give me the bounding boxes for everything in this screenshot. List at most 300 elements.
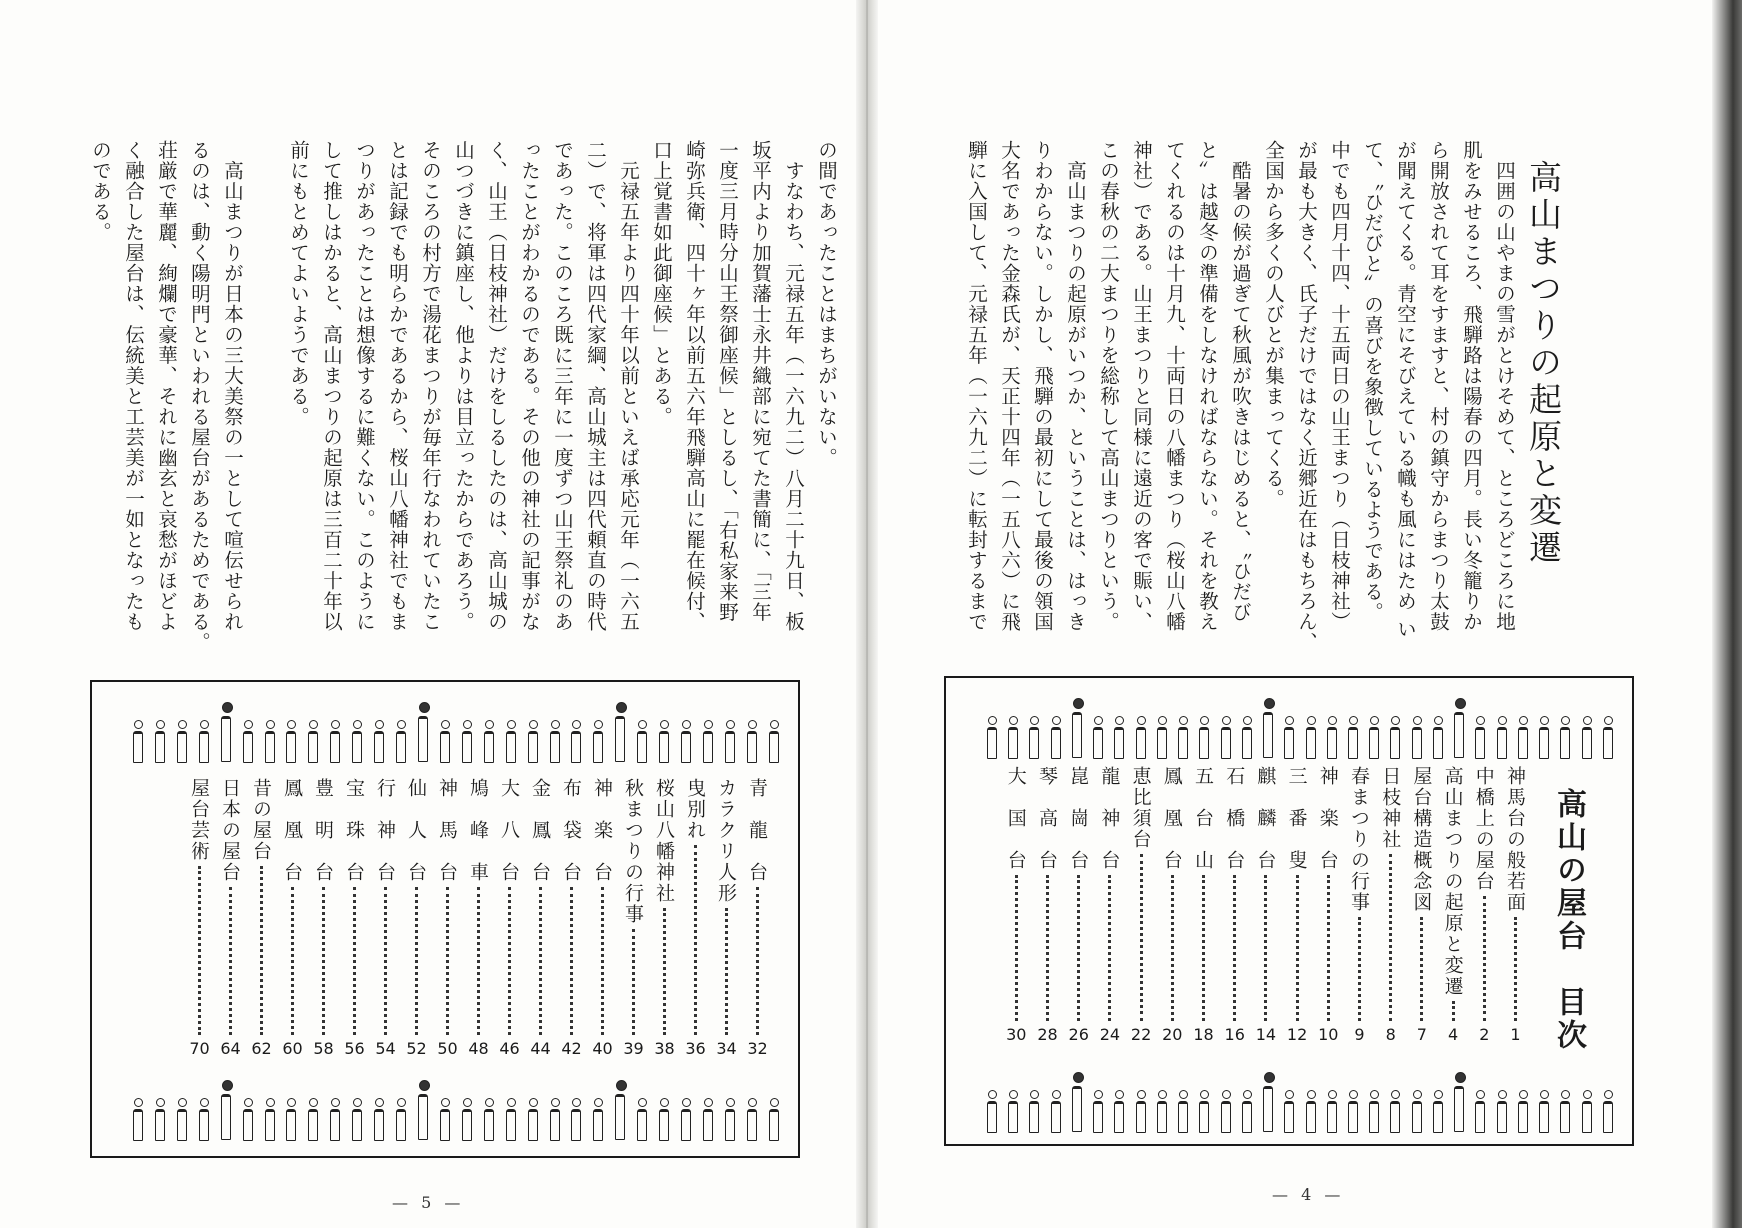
procession-figure-icon xyxy=(1262,1072,1272,1130)
procession-figure-icon xyxy=(549,1098,559,1138)
toc-item[interactable] xyxy=(1252,766,1279,1044)
procession-figure-icon xyxy=(1092,1090,1102,1130)
left-toc-box xyxy=(90,680,800,1158)
procession-figure-icon xyxy=(1432,716,1442,756)
body-line: つりがあったことは想像するに難くない。このように xyxy=(353,140,376,632)
toc-item[interactable] xyxy=(1315,766,1342,1044)
toc-item-label: 大 国 台 xyxy=(1004,766,1027,871)
procession-figure-icon xyxy=(702,1098,712,1138)
toc-item[interactable] xyxy=(248,778,275,1058)
procession-figure-icon xyxy=(1305,1090,1315,1130)
toc-leader-dots xyxy=(1077,875,1080,1021)
body-line: りわからない。しかし、飛騨の最初にして最後の領国 xyxy=(1031,140,1054,632)
procession-figure-icon xyxy=(1411,716,1421,756)
procession-figure-icon xyxy=(636,1098,646,1138)
toc-item-label: 日本の屋台 xyxy=(219,778,241,883)
body-line: 大名であった金森氏が、天正十四年（一五八六）に飛 xyxy=(998,140,1021,632)
procession-figure-icon xyxy=(461,1098,471,1138)
toc-item-page: 36 xyxy=(685,1039,706,1058)
toc-item[interactable] xyxy=(1065,766,1092,1044)
procession-figure-icon xyxy=(636,720,646,760)
procession-figure-icon xyxy=(1220,716,1230,756)
procession-figure-icon xyxy=(1389,716,1399,756)
procession-figure-icon xyxy=(1602,716,1612,756)
procession-figure-icon xyxy=(417,702,427,760)
toc-item-page: 12 xyxy=(1286,1025,1308,1044)
toc-item-label: 鳳 凰 台 xyxy=(281,778,303,883)
toc-item-page: 32 xyxy=(747,1039,768,1058)
toc-leader-dots xyxy=(477,887,480,1035)
procession-figure-icon xyxy=(351,720,361,760)
right-body-text xyxy=(960,140,1521,653)
procession-figure-icon xyxy=(1220,1090,1230,1130)
toc-item-label: 豊 明 台 xyxy=(312,778,334,883)
body-line: と〟は越冬の準備をしなければならない。それを教え xyxy=(1196,140,1219,632)
toc-item-page: 34 xyxy=(716,1039,737,1058)
article-title: 高山まつりの起原と変遷 xyxy=(1524,160,1563,567)
procession-figure-icon xyxy=(592,1098,602,1138)
toc-item-page: 7 xyxy=(1416,1025,1427,1044)
procession-figure-icon xyxy=(1262,698,1272,756)
toc-item-label: 神 楽 台 xyxy=(591,778,613,883)
toc-item-page: 46 xyxy=(499,1039,520,1058)
toc-leader-dots xyxy=(1514,917,1517,1021)
toc-item[interactable] xyxy=(651,778,678,1058)
procession-figure-icon xyxy=(527,720,537,760)
left-body-text xyxy=(84,140,843,653)
toc-item-label: 春まつりの行事 xyxy=(1348,766,1370,913)
procession-figure-icon xyxy=(1581,716,1591,756)
toc-item-page: 40 xyxy=(592,1039,613,1058)
toc-item-label: 恵比須台 xyxy=(1129,766,1152,850)
procession-figure-icon xyxy=(1028,1090,1038,1130)
toc-item-label: 高山まつりの起原と変遷 xyxy=(1441,766,1464,997)
procession-figure-icon xyxy=(1283,1090,1293,1130)
procession-figure-icon xyxy=(395,1098,405,1138)
toc-item[interactable] xyxy=(217,778,244,1058)
toc-item-page: 14 xyxy=(1255,1025,1277,1044)
toc-leader-dots xyxy=(260,866,263,1035)
procession-figure-icon xyxy=(746,720,756,760)
procession-figure-icon xyxy=(461,720,471,760)
procession-figure-icon xyxy=(1177,1090,1187,1130)
toc-leader-dots xyxy=(1046,875,1049,1021)
body-line: 坂平内より加賀藩士永井織部に宛てた書簡に、「三年 xyxy=(749,140,772,623)
procession-figure-icon xyxy=(1432,1090,1442,1130)
toc-item-page: 26 xyxy=(1068,1025,1089,1044)
toc-leader-dots xyxy=(291,887,294,1035)
body-line: の間であったことはまちがいない。 xyxy=(815,140,838,468)
toc-leader-dots xyxy=(1108,875,1111,1021)
procession-figure-icon xyxy=(1368,716,1378,756)
toc-item-label: 三 番 叟 xyxy=(1285,766,1308,871)
toc-item-label: 麒 麟 台 xyxy=(1254,766,1277,871)
procession-figure-icon xyxy=(1305,716,1315,756)
toc-item-page: 4 xyxy=(1448,1025,1459,1044)
toc-item-page: 18 xyxy=(1193,1025,1214,1044)
procession-figure-icon xyxy=(1198,716,1208,756)
toc-item[interactable] xyxy=(1346,766,1373,1044)
body-line: 騨に入国して、元禄五年（一六九二）に転封するまで xyxy=(965,140,988,632)
procession-figure-icon xyxy=(154,1098,164,1138)
body-line: 崎弥兵衛、四十ヶ年以前五六年飛騨高山に罷在候付、 xyxy=(683,140,706,632)
toc-item-label: 行 神 台 xyxy=(374,778,396,883)
procession-figure-icon xyxy=(986,716,996,756)
toc-item[interactable] xyxy=(1159,766,1186,1044)
procession-figure-icon xyxy=(1135,716,1145,756)
body-line: く融合した屋台は、伝統美と工芸美が一如となったも xyxy=(122,140,145,632)
procession-figure-icon xyxy=(1538,716,1548,756)
toc-item[interactable] xyxy=(1190,766,1217,1044)
body-line: て、〝ひだびと〟の喜びを象徴しているようである。 xyxy=(1361,140,1384,623)
body-line: 神社）である。山王まつりと同様に遠近の客で賑い、 xyxy=(1130,140,1153,632)
toc-item[interactable] xyxy=(1003,766,1030,1044)
toc-item[interactable] xyxy=(1034,766,1061,1044)
toc-item[interactable] xyxy=(1221,766,1248,1044)
procession-figure-icon xyxy=(1092,716,1102,756)
toc-heading: 高山の屋台 目次 xyxy=(1551,788,1586,1052)
procession-figure-icon xyxy=(1028,716,1038,756)
procession-illustration-bottom xyxy=(986,1066,1612,1130)
toc-item-label: 秋まつりの行事 xyxy=(622,778,644,925)
procession-figure-icon xyxy=(505,1098,515,1138)
toc-item-label: 曳別れ xyxy=(684,778,706,841)
procession-figure-icon xyxy=(1156,716,1166,756)
procession-figure-icon xyxy=(1453,1072,1463,1130)
toc-item[interactable] xyxy=(1096,766,1123,1044)
toc-item-label: 神馬台の般若面 xyxy=(1504,766,1526,913)
toc-item[interactable] xyxy=(1471,766,1498,1044)
procession-figure-icon xyxy=(439,720,449,760)
procession-figure-icon xyxy=(592,720,602,760)
toc-item[interactable] xyxy=(310,778,337,1058)
procession-figure-icon xyxy=(768,1098,778,1138)
body-line: 一度三月時分山王祭御座候」としるし、「右私家来野 xyxy=(716,140,739,623)
procession-figure-icon xyxy=(154,720,164,760)
toc-item-label: 布 袋 台 xyxy=(560,778,582,883)
toc-item-label: 屋台芸術 xyxy=(188,778,210,862)
toc-item[interactable] xyxy=(186,778,213,1058)
toc-leader-dots xyxy=(694,845,697,1035)
toc-item[interactable] xyxy=(1377,766,1404,1044)
toc-item-page: 20 xyxy=(1162,1025,1183,1044)
toc-leader-dots xyxy=(508,887,511,1035)
body-line: とは記録でも明らかであるから、桜山八幡神社でもま xyxy=(386,140,409,632)
toc-item[interactable] xyxy=(496,778,523,1058)
procession-figure-icon xyxy=(658,1098,668,1138)
toc-item-page: 39 xyxy=(623,1039,644,1058)
toc-leader-dots xyxy=(198,866,201,1035)
toc-leader-dots xyxy=(1140,854,1143,1021)
procession-figure-icon xyxy=(1496,716,1506,756)
toc-leader-dots xyxy=(1264,875,1267,1021)
toc-leader-dots xyxy=(1233,875,1236,1021)
body-line: るのは、動く陽明門といわれる屋台があるためである。 xyxy=(188,140,211,653)
procession-figure-icon xyxy=(1496,1090,1506,1130)
toc-leader-dots xyxy=(322,887,325,1035)
right-toc-box xyxy=(944,676,1634,1146)
toc-item[interactable] xyxy=(1502,766,1529,1044)
procession-figure-icon xyxy=(176,720,186,760)
body-line: ら開放されて耳をすますと、村の鎮守からまつり太鼓 xyxy=(1427,140,1450,632)
procession-figure-icon xyxy=(1241,1090,1251,1130)
procession-figure-icon xyxy=(176,1098,186,1138)
procession-figure-icon xyxy=(373,1098,383,1138)
toc-item[interactable] xyxy=(403,778,430,1058)
procession-figure-icon xyxy=(264,720,274,760)
toc-item-page: 38 xyxy=(654,1039,675,1058)
procession-figure-icon xyxy=(1007,1090,1017,1130)
procession-figure-icon xyxy=(198,1098,208,1138)
toc-item-label: 屋台構造概念図 xyxy=(1410,766,1433,913)
toc-item-page: 58 xyxy=(313,1039,334,1058)
procession-figure-icon xyxy=(307,1098,317,1138)
procession-figure-icon xyxy=(264,1098,274,1138)
toc-item-page: 50 xyxy=(437,1039,458,1058)
toc-item-label: 金 鳳 台 xyxy=(529,778,551,883)
procession-figure-icon xyxy=(351,1098,361,1138)
toc-item[interactable] xyxy=(744,778,771,1058)
procession-figure-icon xyxy=(724,720,734,760)
toc-leader-dots xyxy=(725,908,728,1035)
toc-item-page: 60 xyxy=(282,1039,303,1058)
toc-item-label: 仙 人 台 xyxy=(405,778,427,883)
toc-item[interactable] xyxy=(465,778,492,1058)
toc-item[interactable] xyxy=(713,778,740,1058)
toc-leader-dots xyxy=(663,908,666,1035)
procession-figure-icon xyxy=(986,1090,996,1130)
procession-figure-icon xyxy=(1559,716,1569,756)
body-line: 四囲の山やまの雪がとけそめて、ところどころに地 xyxy=(1493,140,1516,632)
toc-item[interactable] xyxy=(620,778,647,1058)
procession-figure-icon xyxy=(1113,1090,1123,1130)
toc-leader-dots xyxy=(384,887,387,1035)
toc-item-label: 昔の屋台 xyxy=(250,778,272,862)
procession-figure-icon xyxy=(658,720,668,760)
procession-figure-icon xyxy=(307,720,317,760)
toc-item[interactable] xyxy=(434,778,461,1058)
toc-leader-dots xyxy=(1015,875,1018,1021)
toc-item[interactable] xyxy=(1440,766,1467,1044)
procession-figure-icon xyxy=(702,720,712,760)
toc-leader-dots xyxy=(632,929,635,1035)
body-line: 山つづきに鎮座し、他よりは目立ったからであろう。 xyxy=(452,140,475,632)
procession-figure-icon xyxy=(1007,716,1017,756)
toc-item[interactable] xyxy=(682,778,709,1058)
body-line: 高山まつりが日本の三大美祭の一として喧伝せられ xyxy=(221,140,244,632)
toc-item-label: 崑 崗 台 xyxy=(1067,766,1090,871)
procession-figure-icon xyxy=(570,1098,580,1138)
toc-item[interactable] xyxy=(1284,766,1311,1044)
body-line: すなわち、元禄五年（一六九二）八月二十九日、板 xyxy=(782,140,805,632)
toc-item-page: 24 xyxy=(1099,1025,1121,1044)
procession-figure-icon xyxy=(1581,1090,1591,1130)
procession-figure-icon xyxy=(570,720,580,760)
toc-leader-dots xyxy=(539,887,542,1035)
procession-figure-icon xyxy=(242,720,252,760)
body-line: そのころの村方で湯花まつりが毎年行なわれていたこ xyxy=(419,140,442,632)
procession-figure-icon xyxy=(614,702,624,760)
right-page-number: — 4 — xyxy=(1272,1185,1345,1204)
procession-figure-icon xyxy=(285,1098,295,1138)
toc-leader-dots xyxy=(1296,875,1299,1021)
procession-figure-icon xyxy=(220,1080,230,1138)
toc-item-label: 鳳 凰 台 xyxy=(1160,766,1183,871)
procession-figure-icon xyxy=(329,1098,339,1138)
body-line: 前にもとめてよいようである。 xyxy=(287,140,310,427)
procession-figure-icon xyxy=(285,720,295,760)
toc-item[interactable] xyxy=(279,778,306,1058)
procession-figure-icon xyxy=(1135,1090,1145,1130)
toc-item-page: 70 xyxy=(189,1039,210,1058)
body-line: して推しはかると、高山まつりの起原は三百二十年以 xyxy=(320,140,343,632)
procession-figure-icon xyxy=(549,720,559,760)
toc-item-page: 28 xyxy=(1037,1025,1058,1044)
procession-figure-icon xyxy=(1602,1090,1612,1130)
procession-figure-icon xyxy=(198,720,208,760)
procession-figure-icon xyxy=(680,720,690,760)
body-line: 全国から多くの人びとが集まってくる。 xyxy=(1262,140,1285,509)
toc-item[interactable] xyxy=(1408,766,1435,1044)
toc-item-label: 中橋上の屋台 xyxy=(1472,766,1495,892)
toc-item[interactable] xyxy=(527,778,554,1058)
body-line: のである。 xyxy=(89,140,112,243)
procession-figure-icon xyxy=(329,720,339,760)
procession-figure-icon xyxy=(1517,716,1527,756)
toc-leader-dots xyxy=(1171,875,1174,1021)
toc-item-page: 62 xyxy=(251,1039,272,1058)
toc-item-label: 鳩 峰 車 xyxy=(467,778,489,883)
procession-figure-icon xyxy=(483,720,493,760)
toc-item-page: 9 xyxy=(1354,1025,1365,1044)
toc-item[interactable] xyxy=(589,778,616,1058)
body-line: ったことがわかるのである。その他の神社の記事がな xyxy=(518,140,541,632)
toc-item-page: 54 xyxy=(375,1039,396,1058)
toc-leader-dots xyxy=(1358,917,1361,1021)
toc-leader-dots xyxy=(415,887,418,1035)
body-line: く、山王（日枝神社）だけをしるしたのは、高山城の xyxy=(485,140,508,632)
procession-figure-icon xyxy=(417,1080,427,1138)
toc-leader-dots xyxy=(1327,875,1330,1021)
toc-leader-dots xyxy=(1389,854,1392,1021)
procession-figure-icon xyxy=(1113,716,1123,756)
toc-item-page: 52 xyxy=(406,1039,427,1058)
toc-item[interactable] xyxy=(341,778,368,1058)
body-line: てくれるのは十月九、十両日の八幡まつり（桜山八幡 xyxy=(1163,140,1186,632)
left-page-number: — 5 — xyxy=(392,1193,465,1212)
body-line: が最も大きく、氏子だけではなく近郷近在はもちろん、 xyxy=(1295,140,1318,653)
procession-figure-icon xyxy=(1559,1090,1569,1130)
procession-figure-icon xyxy=(1368,1090,1378,1130)
toc-item[interactable] xyxy=(372,778,399,1058)
toc-item-page: 56 xyxy=(344,1039,365,1058)
toc-item-label: 大 八 台 xyxy=(498,778,520,883)
toc-item[interactable] xyxy=(558,778,585,1058)
body-line: 肌をみせるころ、飛騨路は陽春の四月。長い冬籠りか xyxy=(1460,140,1483,632)
toc-item-label: 神 馬 台 xyxy=(436,778,458,883)
procession-figure-icon xyxy=(724,1098,734,1138)
procession-figure-icon xyxy=(483,1098,493,1138)
toc-item-page: 1 xyxy=(1510,1025,1521,1044)
procession-figure-icon xyxy=(1474,1090,1484,1130)
toc-leader-dots xyxy=(229,887,232,1035)
procession-illustration-top xyxy=(132,696,778,760)
toc-leader-dots xyxy=(446,887,449,1035)
body-line: 酷暑の候が過ぎて秋風が吹きはじめると、〝ひだび xyxy=(1229,140,1252,623)
procession-figure-icon xyxy=(1050,1090,1060,1130)
procession-figure-icon xyxy=(1071,698,1081,756)
toc-leader-dots xyxy=(601,887,604,1035)
body-line: 荘厳で華麗、絢爛で豪華、それに幽玄と哀愁がほどよ xyxy=(155,140,178,632)
procession-figure-icon xyxy=(395,720,405,760)
body-line: 口上覚書如此御座候」とある。 xyxy=(650,140,673,427)
body-line: が聞えてくる。青空にそびえている幟も風にはため い xyxy=(1394,140,1417,640)
body-line: この春秋の二大まつりを総称して高山まつりという。 xyxy=(1097,140,1120,632)
procession-figure-icon xyxy=(1347,1090,1357,1130)
toc-item-label: 石 橋 台 xyxy=(1223,766,1246,871)
procession-figure-icon xyxy=(527,1098,537,1138)
toc-item-label: 五 台 山 xyxy=(1192,766,1214,871)
procession-figure-icon xyxy=(439,1098,449,1138)
procession-figure-icon xyxy=(373,720,383,760)
toc-item-page: 8 xyxy=(1385,1025,1396,1044)
toc-item-label: 宝 珠 台 xyxy=(343,778,365,883)
toc-item-label: 桜山八幡神社 xyxy=(653,778,675,904)
procession-figure-icon xyxy=(132,1098,142,1138)
toc-item-page: 30 xyxy=(1006,1025,1027,1044)
procession-figure-icon xyxy=(1326,716,1336,756)
procession-figure-icon xyxy=(1177,716,1187,756)
procession-figure-icon xyxy=(1241,716,1251,756)
toc-leader-dots xyxy=(1420,917,1423,1021)
procession-figure-icon xyxy=(1326,1090,1336,1130)
procession-figure-icon xyxy=(220,702,230,760)
procession-figure-icon xyxy=(768,720,778,760)
procession-figure-icon xyxy=(680,1098,690,1138)
body-line: 二）で、将軍は四代家綱、高山城主は四代頼直の時代 xyxy=(584,140,607,632)
toc-item-page: 64 xyxy=(220,1039,241,1058)
toc-item-page: 48 xyxy=(468,1039,489,1058)
body-line: 中でも四月十四、十五両日の山王まつり（日枝神社） xyxy=(1328,140,1351,632)
toc-item-label: 日枝神社 xyxy=(1379,766,1402,850)
toc-item-page: 10 xyxy=(1318,1025,1339,1044)
book-gutter xyxy=(856,0,878,1228)
procession-figure-icon xyxy=(132,720,142,760)
procession-figure-icon xyxy=(746,1098,756,1138)
toc-item[interactable] xyxy=(1128,766,1155,1044)
procession-figure-icon xyxy=(614,1080,624,1138)
toc-item-label: 青 龍 台 xyxy=(746,778,768,883)
toc-leader-dots xyxy=(570,887,573,1035)
toc-item-label: 神 楽 台 xyxy=(1316,766,1339,871)
procession-figure-icon xyxy=(1538,1090,1548,1130)
procession-illustration-top xyxy=(986,692,1612,756)
page-edge-shadow xyxy=(1712,0,1742,1228)
procession-figure-icon xyxy=(242,1098,252,1138)
procession-illustration-bottom xyxy=(132,1074,778,1138)
procession-figure-icon xyxy=(1156,1090,1166,1130)
procession-figure-icon xyxy=(1517,1090,1527,1130)
toc-item-page: 16 xyxy=(1224,1025,1245,1044)
toc-leader-dots xyxy=(1202,875,1205,1021)
body-line: 高山まつりの起原がいつか、ということは、はっき xyxy=(1064,140,1087,632)
body-line: であった。このころ既に三年に一度ずつ山王祭礼のあ xyxy=(551,140,574,632)
toc-item-page: 2 xyxy=(1479,1025,1490,1044)
toc-item-page: 22 xyxy=(1130,1025,1152,1044)
toc-leader-dots xyxy=(1452,1001,1455,1021)
body-line: 元禄五年より四十年以前といえば承応元年（一六五 xyxy=(617,140,640,632)
procession-figure-icon xyxy=(1050,716,1060,756)
